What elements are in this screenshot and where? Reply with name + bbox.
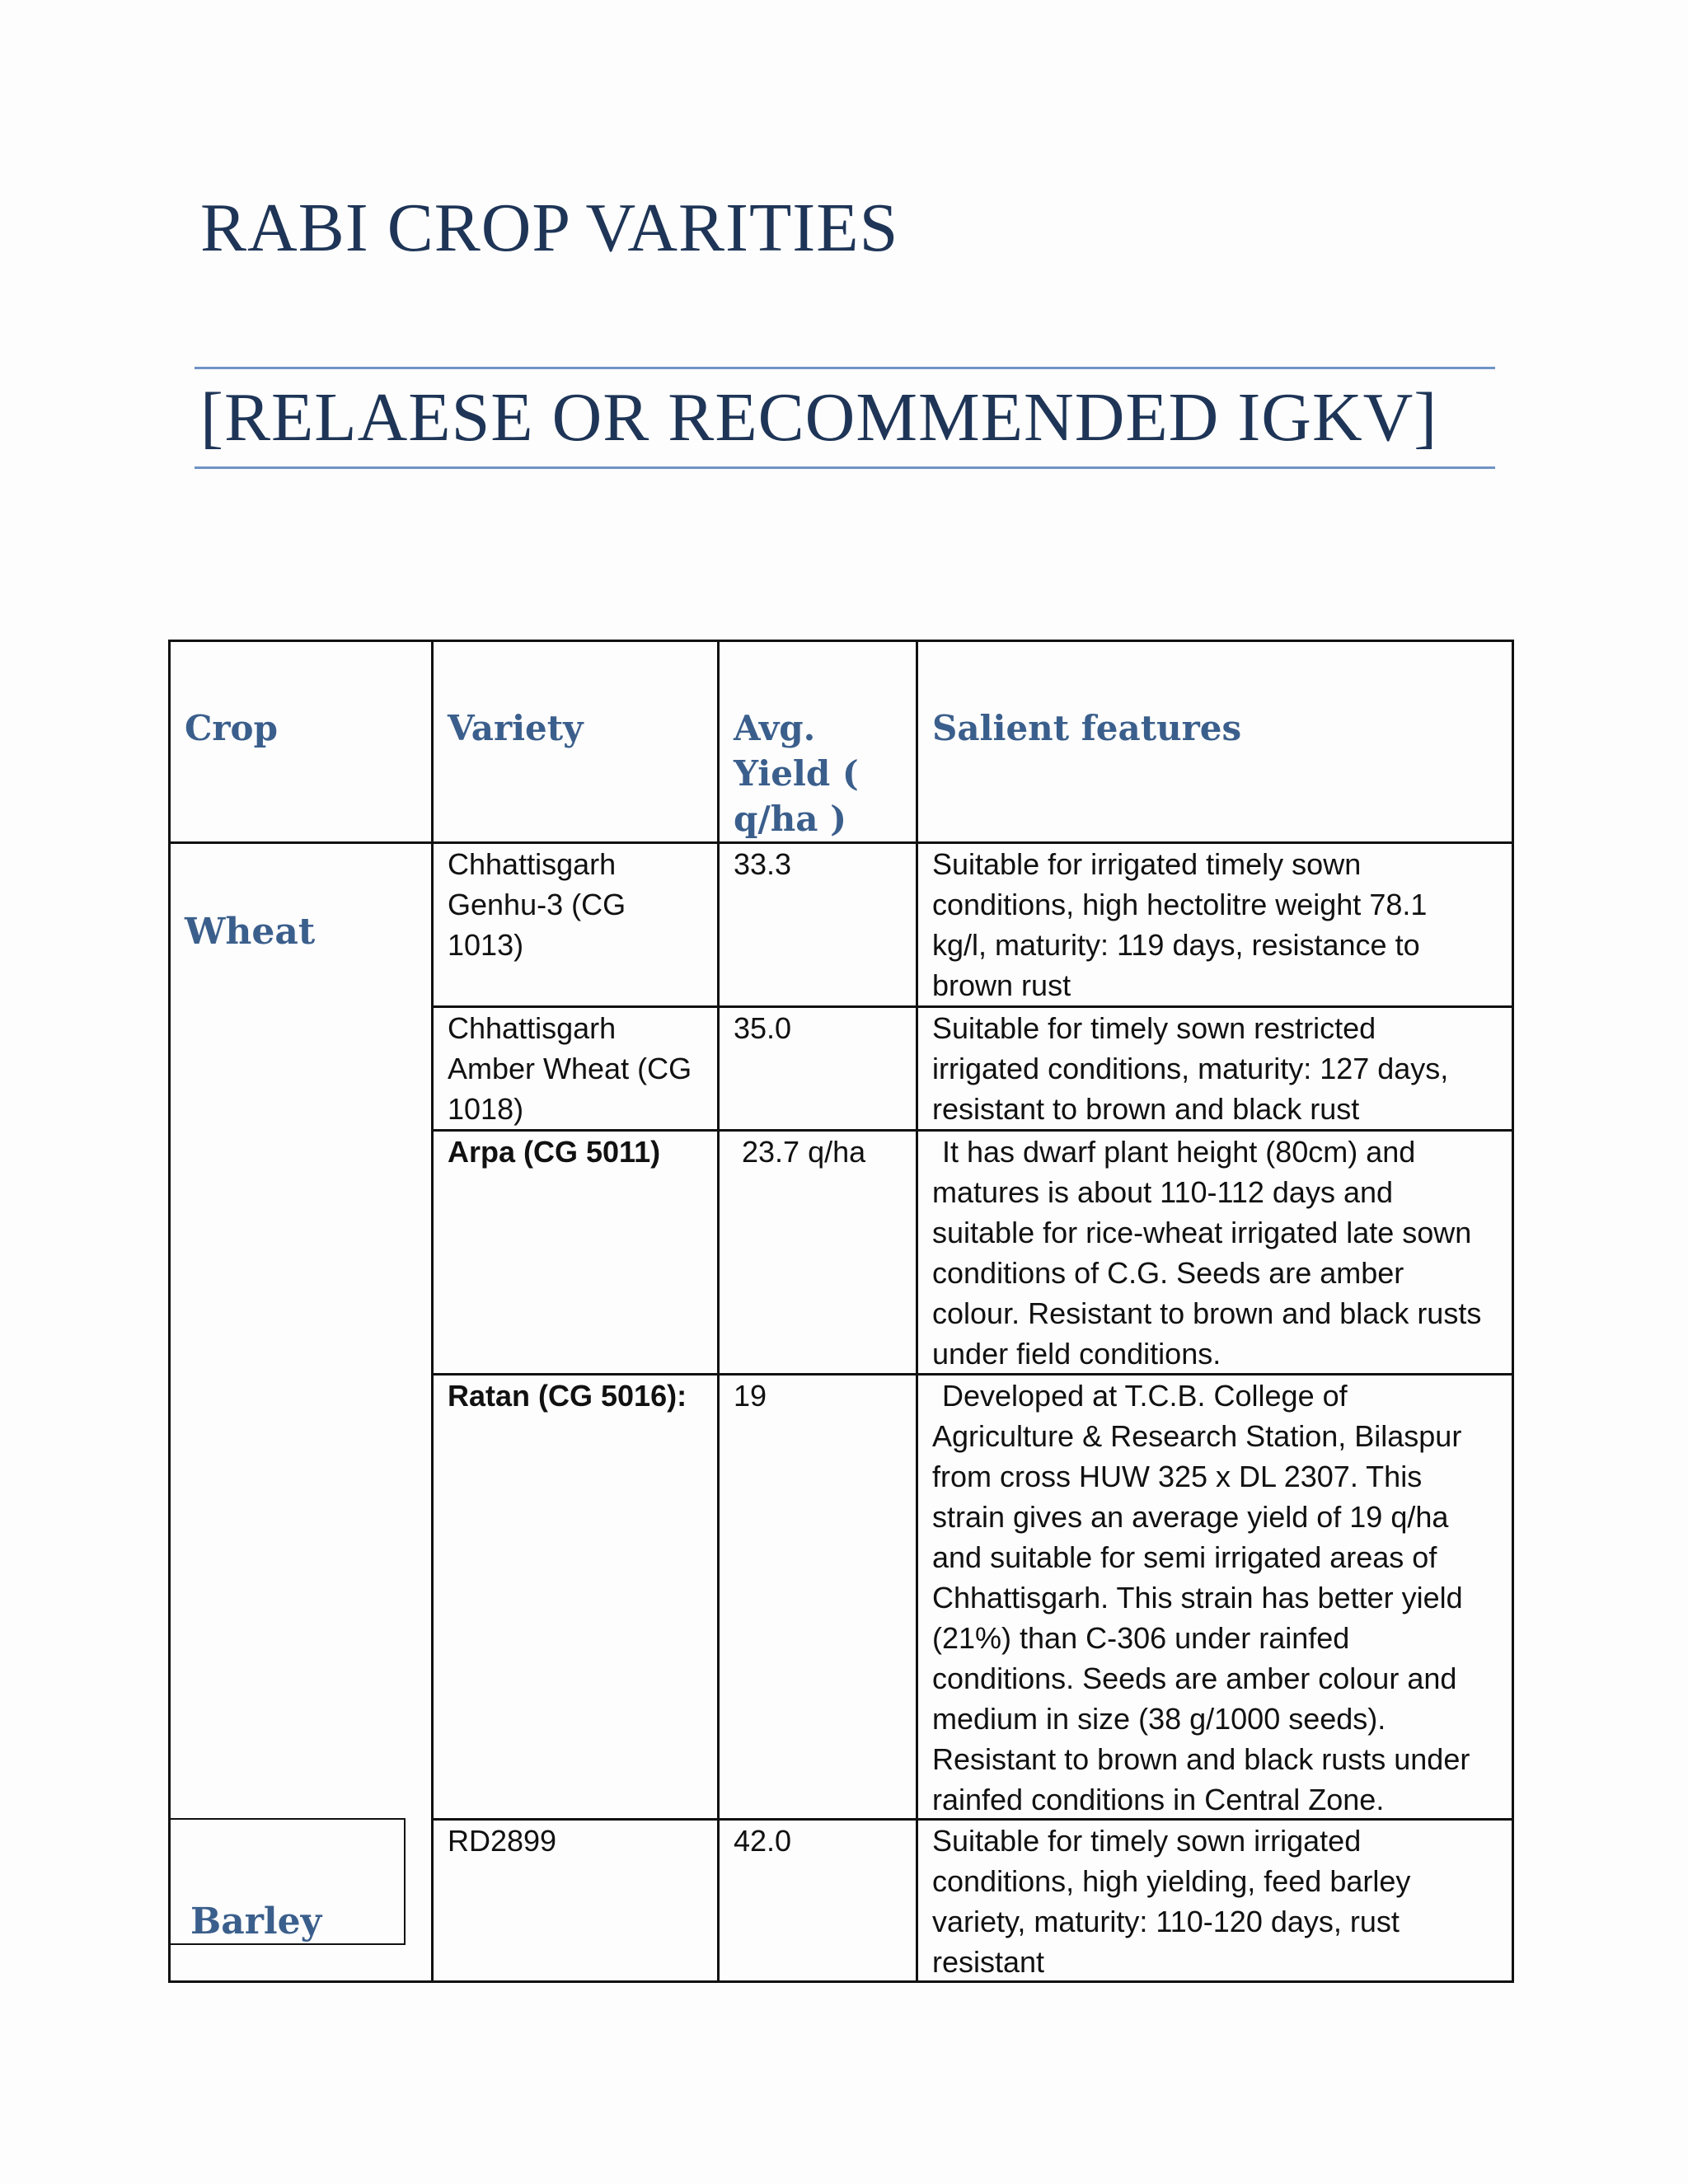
features-text (932, 1821, 1501, 1982)
features-line: conditions of C.G. Seeds are amber (932, 1256, 1404, 1290)
variety-line: Chhattisgarh (448, 1011, 617, 1045)
features-line: Suitable for timely sown restricted (932, 1011, 1376, 1045)
features-line: conditions, high hectolitre weight 78.1 (932, 888, 1428, 921)
features-line: under field conditions. (932, 1337, 1221, 1371)
features-line: (21%) than C-306 under rainfed (932, 1621, 1350, 1655)
features-line: It has dwarf plant height (80cm) and (942, 1135, 1416, 1169)
features-line: from cross HUW 325 x DL 2307. This (932, 1460, 1423, 1493)
table-row (448, 1376, 703, 1416)
yield-value: 33.3 (734, 847, 792, 881)
variety-line: Genhu-3 (CG (448, 888, 626, 921)
page-title: RABI CROP VARITIES (200, 190, 899, 266)
features-line: suitable for rice-wheat irrigated late sown (932, 1216, 1472, 1249)
yield-value: 42.0 (734, 1824, 792, 1858)
yield-value: 23.7 q/ha (742, 1135, 866, 1169)
variety-line: Amber Wheat (CG (448, 1052, 692, 1085)
table-row (448, 1008, 703, 1129)
features-text (932, 844, 1501, 1005)
yield-value: 35.0 (734, 1011, 792, 1045)
header-yield-line: q/ha ) (734, 799, 846, 839)
features-line: Chhattisgarh. This strain has better yield (932, 1581, 1463, 1615)
varieties-table (168, 640, 1514, 1983)
features-line: Agriculture & Research Station, Bilaspur (932, 1419, 1462, 1453)
features-line: matures is about 110-112 days and (932, 1175, 1394, 1209)
header-yield-line: Yield ( (734, 753, 859, 794)
features-line: resistant to brown and black rust (932, 1092, 1360, 1126)
variety-line: RD2899 (448, 1824, 557, 1858)
features-line: conditions. Seeds are amber colour and (932, 1661, 1457, 1695)
features-line: Suitable for irrigated timely sown (932, 847, 1362, 881)
yield-value: 19 (734, 1379, 767, 1413)
table-row (448, 1821, 703, 1861)
variety-line: Chhattisgarh (448, 847, 617, 881)
table-row (448, 1132, 703, 1172)
features-line: conditions, high yielding, feed barley (932, 1864, 1411, 1898)
header-variety: Variety (448, 708, 584, 748)
features-line: Resistant to brown and black rusts under (932, 1742, 1470, 1776)
features-line: resistant (932, 1945, 1045, 1979)
features-line: strain gives an average yield of 19 q/ha (932, 1500, 1449, 1534)
table-row (448, 844, 703, 965)
table-border-top (168, 640, 1514, 642)
features-line: irrigated conditions, maturity: 127 days, (932, 1052, 1449, 1085)
variety-line: 1013) (448, 928, 524, 962)
features-line: Suitable for timely sown irrigated (932, 1824, 1362, 1858)
crop-label-wheat: Wheat (185, 911, 316, 953)
variety-line: Arpa (CG 5011) (448, 1135, 661, 1169)
features-line: medium in size (38 g/1000 seeds). (932, 1702, 1386, 1736)
features-line: variety, maturity: 110-120 days, rust (932, 1905, 1400, 1938)
header-yield-line: Avg. (734, 708, 816, 748)
features-line: kg/l, maturity: 119 days, resistance to (932, 928, 1420, 962)
variety-line: 1018) (448, 1092, 524, 1126)
crop-label-barley: Barley (190, 1900, 322, 1943)
features-text (932, 1376, 1509, 1820)
features-line: colour. Resistant to brown and black rusts (932, 1296, 1482, 1330)
header-yield (734, 705, 859, 841)
features-line: Developed at T.C.B. College of (942, 1379, 1348, 1413)
header-crop: Crop (185, 708, 278, 748)
features-text (932, 1132, 1509, 1374)
title-divider-bottom (195, 466, 1495, 469)
page-subtitle: [RELAESE OR RECOMMENDED IGKV] (200, 379, 1438, 456)
variety-line: Ratan (CG 5016): (448, 1379, 687, 1413)
features-line: brown rust (932, 968, 1071, 1002)
header-salient-features: Salient features (932, 708, 1242, 748)
features-line: and suitable for semi irrigated areas of (932, 1540, 1437, 1574)
title-divider-top (195, 367, 1495, 369)
features-text (932, 1008, 1501, 1129)
features-line: rainfed conditions in Central Zone. (932, 1783, 1385, 1816)
